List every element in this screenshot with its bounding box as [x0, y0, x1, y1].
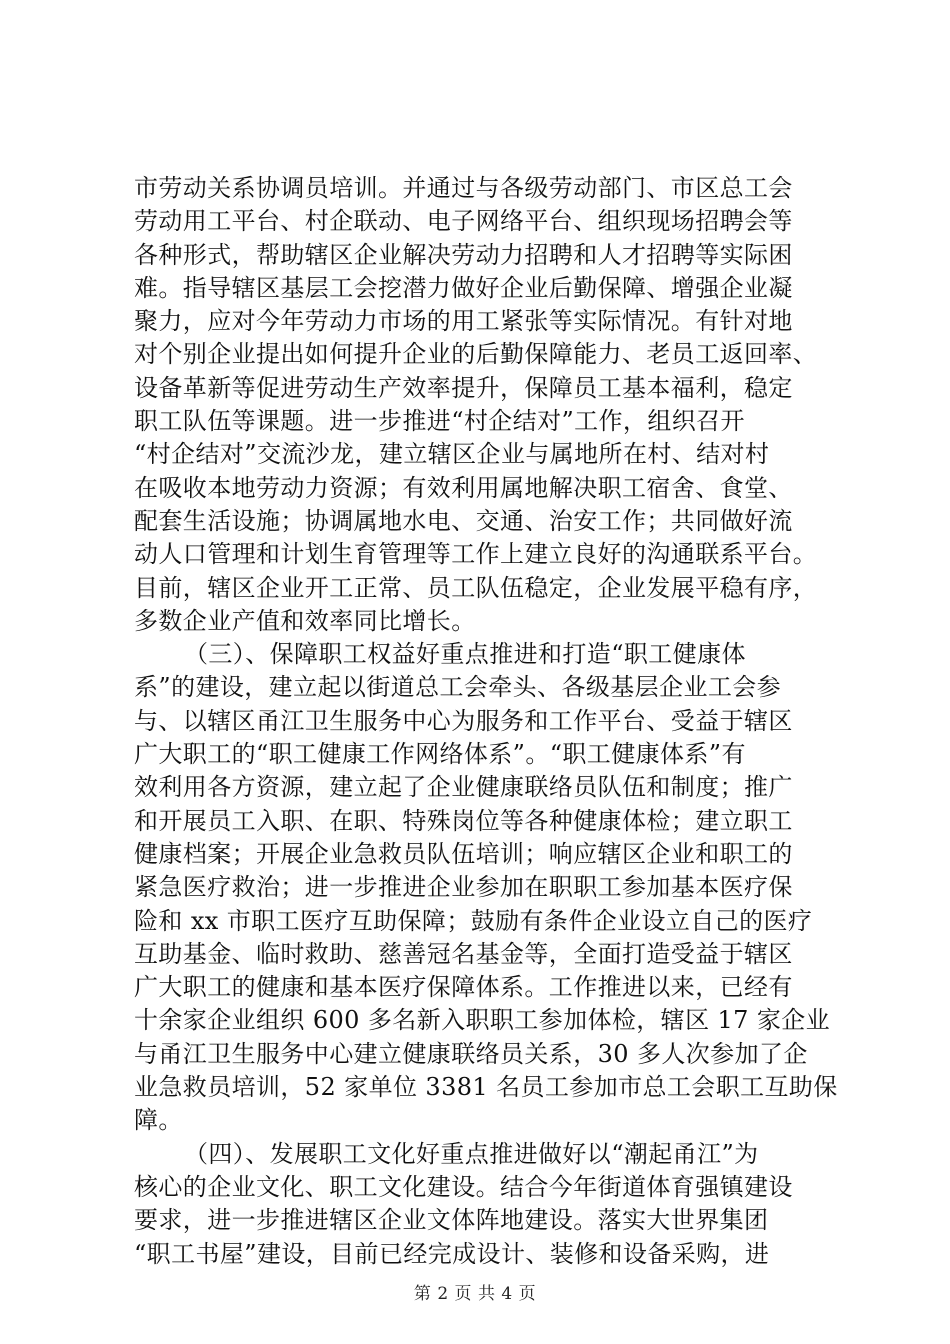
text-line: 广大职工的“职工健康工作网络体系”。“职工健康体系”有: [134, 740, 746, 769]
text-line: 十余家企业组织 600 多名新入职职工参加体检，辖区 17 家企业: [134, 1006, 831, 1035]
text-line: 设备革新等促进劳动生产效率提升，保障员工基本福利，稳定: [134, 373, 793, 402]
paragraph-start-line: （三）、保障职工权益好重点推进和打造“职工健康体: [184, 640, 746, 669]
document-body: [134, 172, 838, 1271]
paragraph-start-line: （四）、发展职工文化好重点推进做好以“潮起甬江”为: [184, 1139, 759, 1168]
text-line: 业急救员培训，52 家单位 3381 名员工参加市总工会职工互助保: [134, 1073, 838, 1102]
text-line: 聚力，应对今年劳动力市场的用工紧张等实际情况。有针对地: [134, 307, 793, 336]
text-line: “职工书屋”建设，目前已经完成设计、装修和设备采购，进: [134, 1239, 770, 1268]
text-line: 障。: [134, 1106, 183, 1135]
text-line: 互助基金、临时救助、慈善冠名基金等，全面打造受益于辖区: [134, 939, 793, 968]
text-line: 广大职工的健康和基本医疗保障体系。工作推进以来，已经有: [134, 973, 793, 1002]
text-line: 动人口管理和计划生育管理等工作上建立良好的沟通联系平台。: [134, 540, 818, 569]
text-line: 与、以辖区甬江卫生服务中心为服务和工作平台、受益于辖区: [134, 706, 793, 735]
text-line: 紧急医疗救治；进一步推进企业参加在职职工参加基本医疗保: [134, 873, 793, 902]
text-line: 健康档案；开展企业急救员队伍培训；响应辖区企业和职工的: [134, 839, 793, 868]
text-line: 核心的企业文化、职工文化建设。结合今年街道体育强镇建设: [134, 1172, 793, 1201]
text-line: 在吸收本地劳动力资源；有效利用属地解决职工宿舍、食堂、: [134, 473, 793, 502]
text-line: 效利用各方资源，建立起了企业健康联络员队伍和制度；推广: [134, 773, 793, 802]
text-line: 劳动用工平台、村企联动、电子网络平台、组织现场招聘会等: [134, 207, 793, 236]
text-line: 与甬江卫生服务中心建立健康联络员关系，30 多人次参加了企: [134, 1039, 808, 1068]
text-line: 系”的建设，建立起以街道总工会牵头、各级基层企业工会参: [134, 673, 782, 702]
text-line: 险和 xx 市职工医疗互助保障；鼓励有条件企业设立自己的医疗: [134, 906, 813, 935]
text-line: 配套生活设施；协调属地水电、交通、治安工作；共同做好流: [134, 506, 793, 535]
text-line: 目前，辖区企业开工正常、员工队伍稳定，企业发展平稳有序，: [134, 573, 818, 602]
text-line: 多数企业产值和效率同比增长。: [134, 606, 476, 635]
text-line: 要求，进一步推进辖区企业文体阵地建设。落实大世界集团: [134, 1206, 769, 1235]
text-line: 职工队伍等课题。进一步推进“村企结对”工作，组织召开: [134, 407, 745, 436]
text-line: 各种形式，帮助辖区企业解决劳动力招聘和人才招聘等实际困: [134, 240, 793, 269]
text-line: 和开展员工入职、在职、特殊岗位等各种健康体检；建立职工: [134, 806, 793, 835]
text-line: 市劳动关系协调员培训。并通过与各级劳动部门、市区总工会: [134, 174, 793, 202]
text-line: 对个别企业提出如何提升企业的后勤保障能力、老员工返回率、: [134, 340, 818, 369]
text-line: “村企结对”交流沙龙，建立辖区企业与属地所在村、结对村: [134, 440, 770, 469]
page-number-footer: 第 2 页 共 4 页: [413, 1284, 537, 1304]
text-line: 难。指导辖区基层工会挖潜力做好企业后勤保障、增强企业凝: [134, 273, 793, 302]
